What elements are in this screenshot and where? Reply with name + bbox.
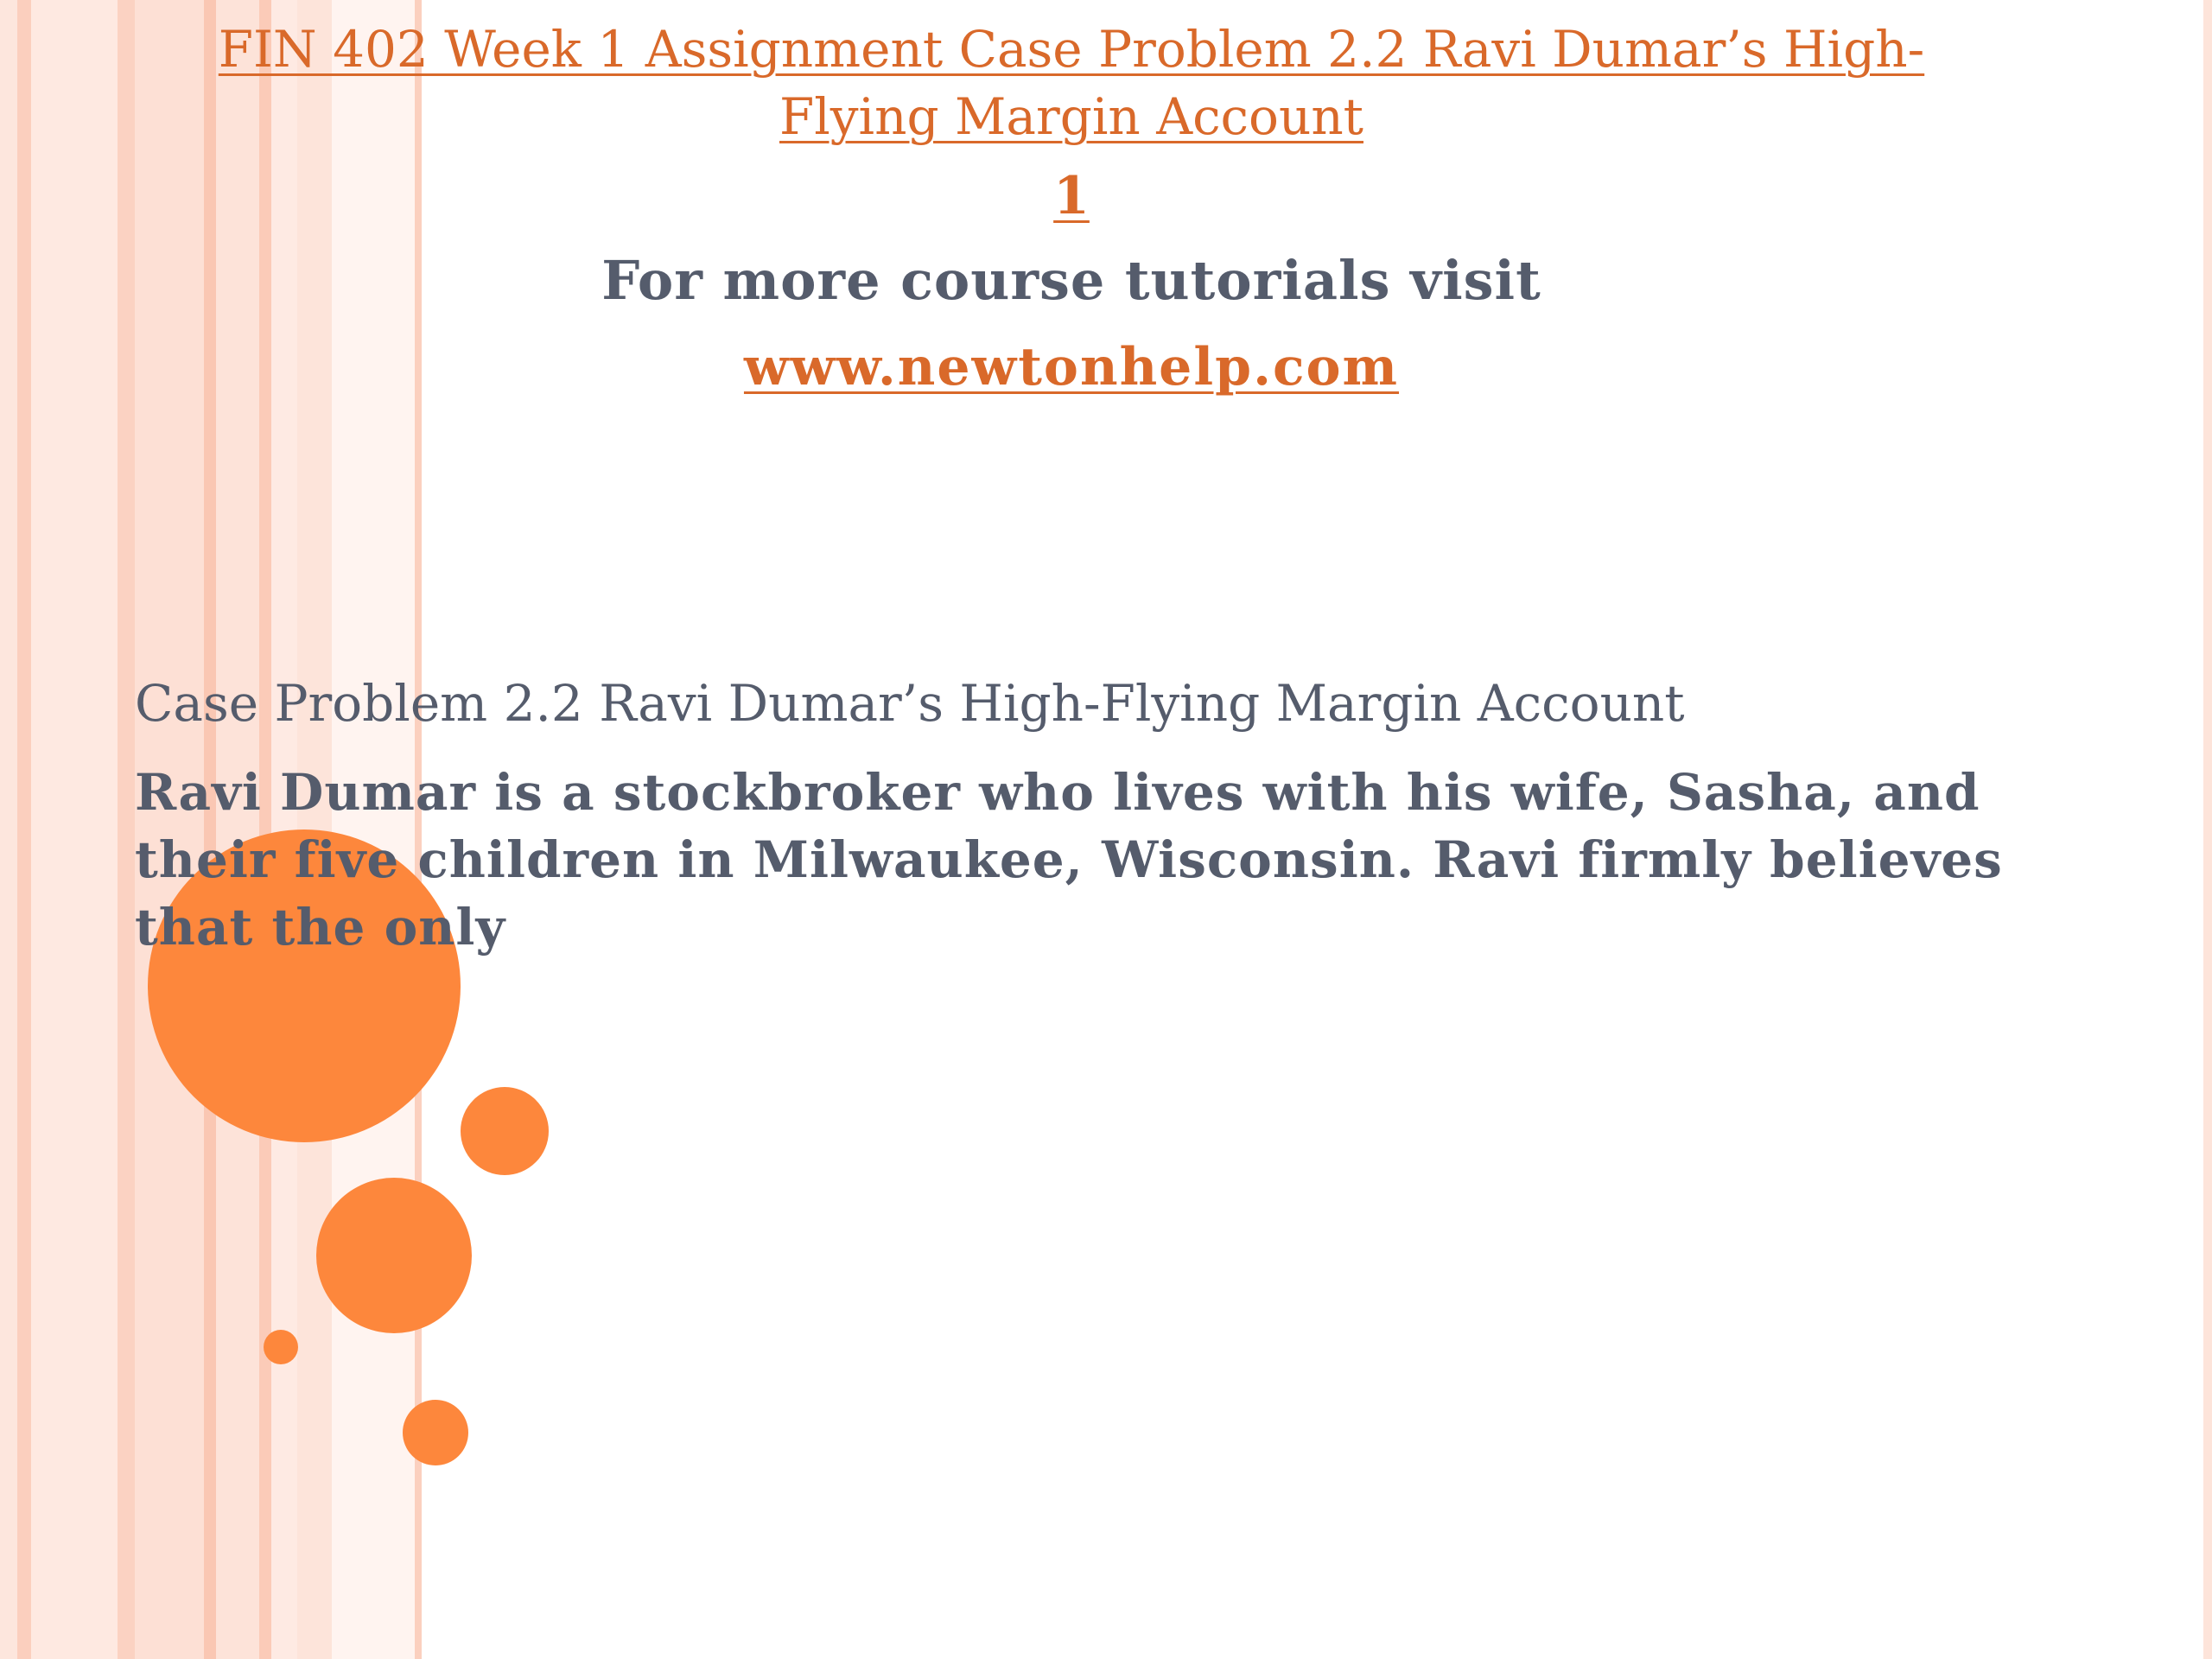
decor-stripe [17,0,31,1659]
decor-circle [461,1087,549,1175]
decor-stripe [118,0,135,1659]
decor-stripe [31,0,118,1659]
decor-circle [403,1400,468,1465]
decor-stripe [0,0,17,1659]
case-body-text: Ravi Dumar is a stockbroker who lives with his wife, Sasha, and their five children in Milwaukee, Wisconsin. Ravi firmly believes that the only [135,763,2003,957]
website-link[interactable]: www.newtonhelp.com [743,337,1400,397]
visit-text: For more course tutorials visit [601,249,1541,312]
page-number-link[interactable]: 1 [1053,166,1090,226]
decor-circle [316,1178,472,1333]
title-link[interactable]: FIN 402 Week 1 Assignment Case Problem 2.2 Ravi Dumar’s High-Flying Margin Account [218,20,1925,146]
decor-stripe [2203,0,2212,1659]
case-heading: Case Problem 2.2 Ravi Dumar’s High-Flying Margin Account [135,674,1685,733]
decor-circle-small [264,1330,298,1364]
